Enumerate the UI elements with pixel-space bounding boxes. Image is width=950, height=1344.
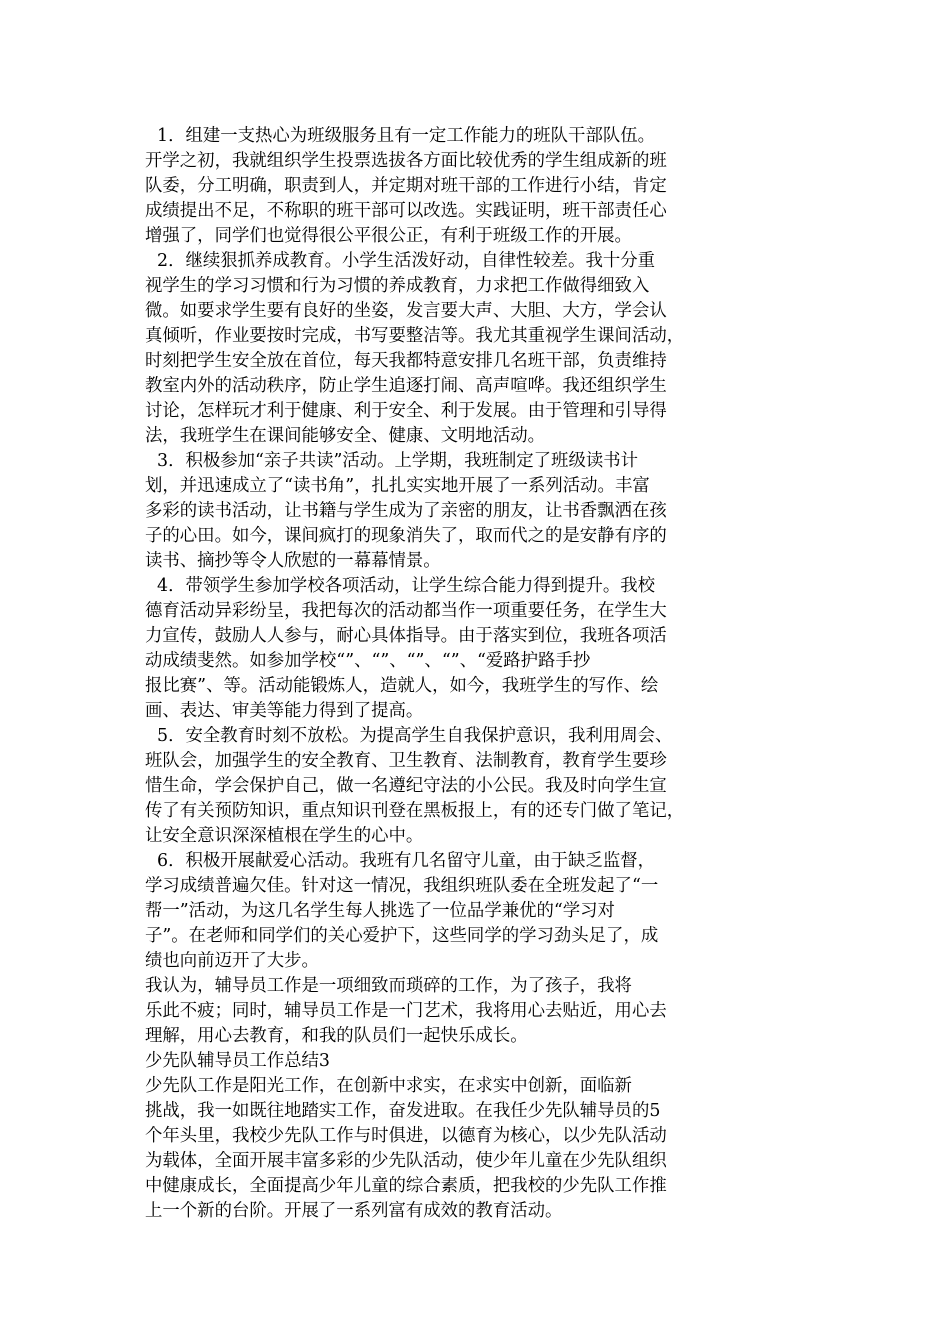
- text-line: 动成绩斐然。如参加学校“”、“”、“”、“”、“爱路护路手抄: [145, 651, 591, 671]
- text-line: 讨论，怎样玩才利于健康、利于安全、利于发展。由于管理和引导得: [145, 401, 667, 421]
- text-line: 成绩提出不足，不称职的班干部可以改选。实践证明，班干部责任心: [145, 201, 667, 221]
- text-line: 惜生命，学会保护自己，做一名遵纪守法的小公民。我及时向学生宣: [145, 776, 667, 796]
- text-line: 多彩的读书活动，让书籍与学生成为了亲密的朋友，让书香飘洒在孩: [145, 501, 667, 521]
- paragraph-start-line: 1．组建一支热心为班级服务且有一定工作能力的班队干部队伍。: [157, 126, 656, 146]
- text-line: 视学生的学习习惯和行为习惯的养成教育，力求把工作做得细致入: [145, 276, 650, 296]
- text-line: 划，并迅速成立了“读书角”，扎扎实实地开展了一系列活动。丰富: [145, 476, 650, 496]
- text-line: 传了有关预防知识，重点知识刊登在黑板报上，有的还专门做了笔记，: [145, 801, 685, 821]
- text-line: 少先队辅导员工作总结3: [145, 1051, 330, 1071]
- text-line: 画、表达、审美等能力得到了提高。: [145, 701, 424, 721]
- text-line: 德育活动异彩纷呈，我把每次的活动都当作一项重要任务，在学生大: [145, 601, 667, 621]
- text-line: 时刻把学生安全放在首位，每天我都特意安排几名班干部，负责维持: [145, 351, 667, 371]
- text-line: 让安全意识深深植根在学生的心中。: [145, 826, 424, 846]
- text-line: 真倾听，作业要按时完成，书写要整洁等。我尤其重视学生课间活动，: [145, 326, 685, 346]
- paragraph-start-line: 4．带领学生参加学校各项活动，让学生综合能力得到提升。我校: [157, 576, 656, 596]
- paragraph-start-line: 2．继续狠抓养成教育。小学生活泼好动，自律性较差。我十分重: [157, 251, 656, 271]
- paragraph-start-line: 6．积极开展献爱心活动。我班有几名留守儿童，由于缺乏监督，: [157, 851, 656, 871]
- text-line: 乐此不疲；同时，辅导员工作是一门艺术，我将用心去贴近，用心去: [145, 1001, 667, 1021]
- text-line: 增强了，同学们也觉得很公平很公正，有利于班级工作的开展。: [145, 226, 632, 246]
- text-line: 开学之初，我就组织学生投票选拔各方面比较优秀的学生组成新的班: [145, 151, 667, 171]
- document-body: [145, 124, 745, 1224]
- text-line: 子的心田。如今，课间疯打的现象消失了，取而代之的是安静有序的: [145, 526, 667, 546]
- text-line: 力宣传，鼓励人人参与，耐心具体指导。由于落实到位，我班各项活: [145, 626, 667, 646]
- paragraph-start-line: 3．积极参加“亲子共读”活动。上学期，我班制定了班级读书计: [157, 451, 639, 471]
- text-line: 法，我班学生在课间能够安全、健康、文明地活动。: [145, 426, 545, 446]
- text-line: 挑战，我一如既往地踏实工作，奋发进取。在我任少先队辅导员的5: [145, 1101, 661, 1121]
- text-line: 上一个新的台阶。开展了一系列富有成效的教育活动。: [145, 1201, 563, 1221]
- text-line: 微。如要求学生要有良好的坐姿，发言要大声、大胆、大方，学会认: [145, 301, 667, 321]
- text-line: 读书、摘抄等令人欣慰的一幕幕情景。: [145, 551, 441, 571]
- text-line: 中健康成长，全面提高少年儿童的综合素质，把我校的少先队工作推: [145, 1176, 667, 1196]
- text-line: 队委，分工明确，职责到人，并定期对班干部的工作进行小结，肯定: [145, 176, 667, 196]
- text-line: 教室内外的活动秩序，防止学生追逐打闹、高声喧哗。我还组织学生: [145, 376, 667, 396]
- text-line: 理解，用心去教育，和我的队员们一起快乐成长。: [145, 1026, 528, 1046]
- text-line: 子”。在老师和同学们的关心爱护下，这些同学的学习劲头足了，成: [145, 926, 659, 946]
- text-line: 绩也向前迈开了大步。: [145, 951, 319, 971]
- text-line: 为载体，全面开展丰富多彩的少先队活动，使少年儿童在少先队组织: [145, 1151, 667, 1171]
- text-line: 我认为，辅导员工作是一项细致而琐碎的工作，为了孩子，我将: [145, 976, 632, 996]
- paragraph-start-line: 5．安全教育时刻不放松。为提高学生自我保护意识，我利用周会、: [157, 726, 673, 746]
- text-line: 个年头里，我校少先队工作与时俱进，以德育为核心，以少先队活动: [145, 1126, 667, 1146]
- text-line: 少先队工作是阳光工作，在创新中求实，在求实中创新，面临新: [145, 1076, 632, 1096]
- text-line: 帮一”活动，为这几名学生每人挑选了一位品学兼优的“学习对: [145, 901, 615, 921]
- text-line: 报比赛”、等。活动能锻炼人，造就人，如今，我班学生的写作、绘: [145, 676, 659, 696]
- text-line: 班队会，加强学生的安全教育、卫生教育、法制教育，教育学生要珍: [145, 751, 667, 771]
- text-line: 学习成绩普遍欠佳。针对这一情况，我组织班队委在全班发起了“一: [145, 876, 659, 896]
